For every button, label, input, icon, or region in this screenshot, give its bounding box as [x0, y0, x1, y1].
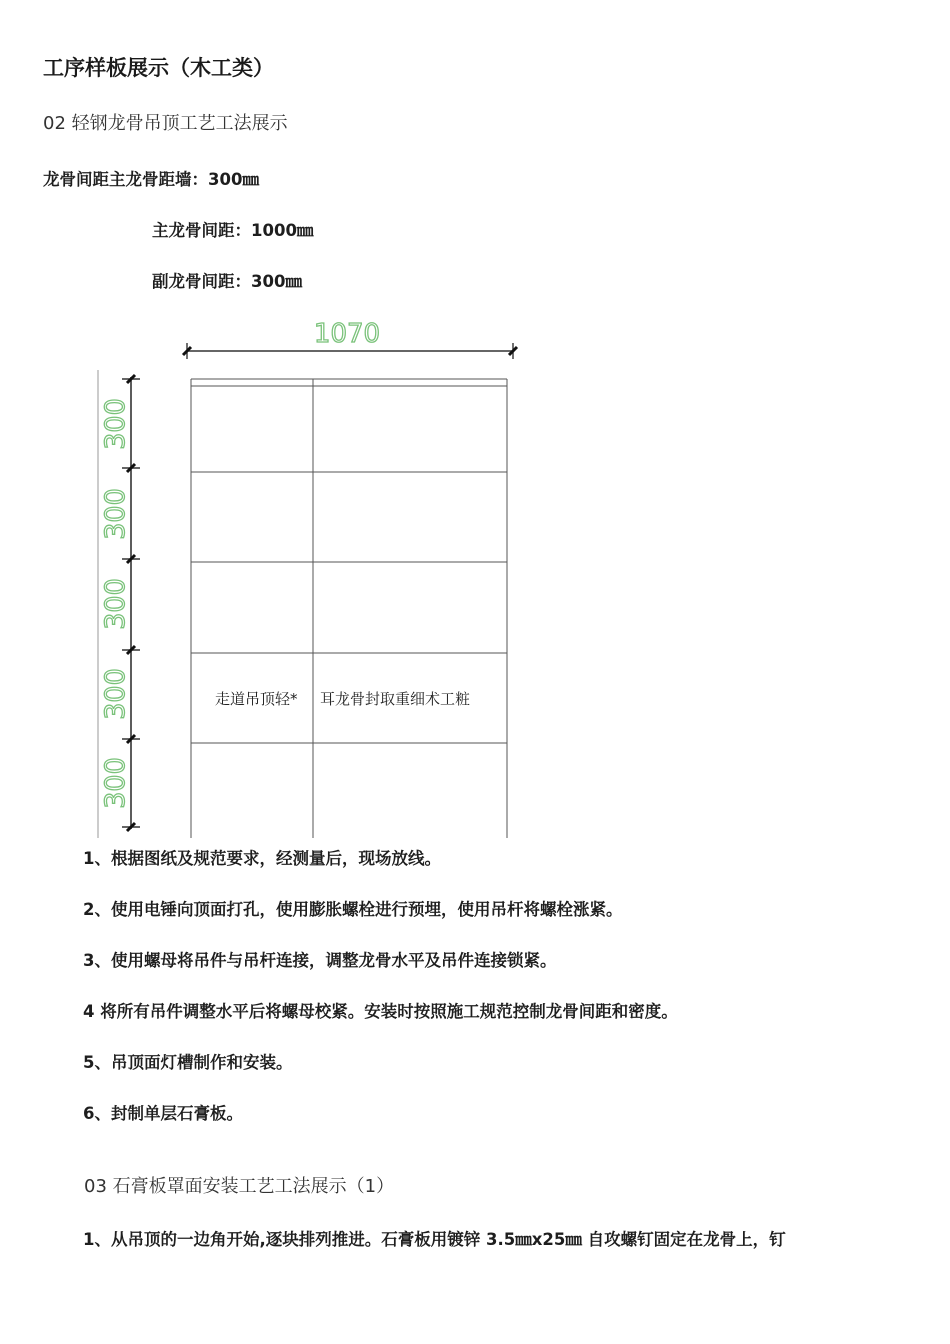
page-title: 工序样板展示（木工类）	[43, 56, 274, 80]
side-dimension-label: 300	[100, 668, 131, 720]
side-dimension-label: 300	[100, 488, 131, 540]
step-item: 1、从吊顶的一边角开始,逐块排列推进。石膏板用镀锌 3.5㎜x25㎜ 自攻螺钉固定在龙骨上，钉	[83, 1230, 786, 1249]
spec-line-wall-distance: 龙骨间距主龙骨距墙：300㎜	[43, 170, 259, 189]
top-dimension	[183, 319, 517, 359]
spec-line-secondary-spacing: 副龙骨间距：300㎜	[152, 272, 302, 291]
spec-line-main-spacing: 主龙骨间距：1000㎜	[152, 221, 314, 240]
step-item: 1、根据图纸及规范要求，经测量后，现场放线。	[83, 849, 441, 868]
step-item: 3、使用螺母将吊件与吊杆连接，调整龙骨水平及吊件连接锁紧。	[83, 951, 557, 970]
drawing-caption-left: 走道吊顶轻*	[215, 690, 298, 708]
side-dimension-label: 300	[100, 757, 131, 809]
step-item: 4 将所有吊件调整水平后将螺母校紧。安装时按照施工规范控制龙骨间距和密度。	[83, 1002, 678, 1021]
drawing-caption-right: 耳龙骨封取重细术工粧	[320, 690, 471, 708]
ceiling-keel-drawing	[0, 310, 950, 845]
section-03-title: 03 石膏板罩面安装工艺工法展示（1）	[84, 1176, 395, 1197]
side-dimension-label: 300	[100, 578, 131, 630]
top-dimension-label: 1070	[313, 319, 381, 349]
step-item: 6、封制单层石膏板。	[83, 1104, 243, 1123]
step-item: 2、使用电锤向顶面打孔，使用膨胀螺栓进行预埋，使用吊杆将螺栓涨紧。	[83, 900, 623, 919]
section-02-title: 02 轻钢龙骨吊顶工艺工法展示	[43, 113, 288, 134]
side-dimension	[100, 375, 140, 831]
side-dimension-label: 300	[100, 398, 131, 450]
keel-grid	[191, 379, 507, 838]
step-item: 5、吊顶面灯槽制作和安装。	[83, 1053, 293, 1072]
